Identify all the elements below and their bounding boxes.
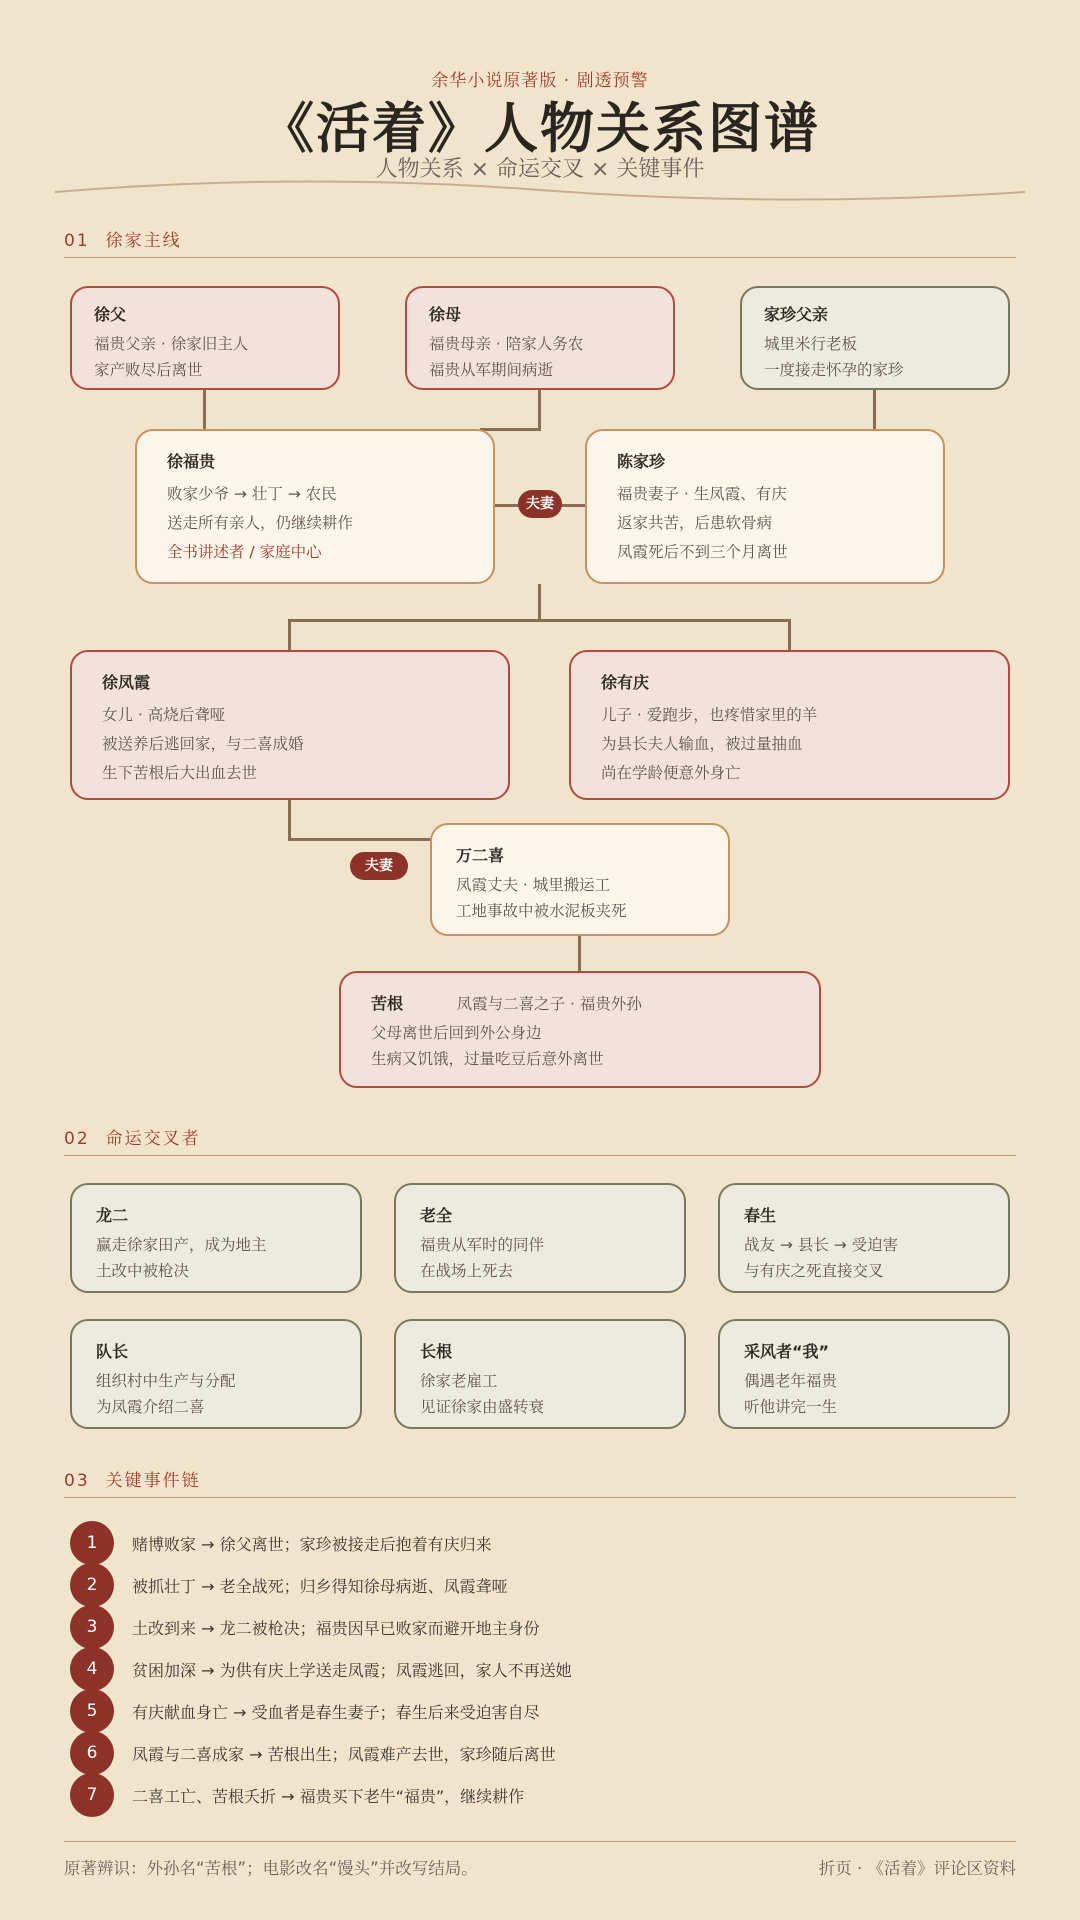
card-chunsheng: 春生 战友 → 县长 → 受迫害 与有庆之死直接交叉 — [718, 1183, 1010, 1293]
connector-line — [288, 619, 791, 622]
card-longer: 龙二 赢走徐家田产，成为地主 土改中被枪决 — [70, 1183, 362, 1293]
event-text: 土改到来 → 龙二被枪决；福贵因早已败家而避开地主身份 — [132, 1619, 540, 1638]
card-changgen: 长根 徐家老雇工 见证徐家由盛转衰 — [394, 1319, 686, 1429]
couple-badge: 夫妻 — [350, 852, 408, 880]
section-title-events: 03 关键事件链 — [64, 1471, 201, 1491]
section-title-crossers: 02 命运交叉者 — [64, 1129, 201, 1149]
connector-line — [578, 935, 581, 973]
connector-line — [788, 619, 791, 651]
card-erxi: 万二喜 凤霞丈夫 · 城里搬运工 工地事故中被水泥板夹死 — [430, 823, 730, 936]
card-laoquan: 老全 福贵从军时的同伴 在战场上死去 — [394, 1183, 686, 1293]
section-divider — [64, 1155, 1016, 1156]
event-number: 4 — [70, 1647, 114, 1691]
section-title-family: 01 徐家主线 — [64, 231, 182, 251]
section-divider — [64, 257, 1016, 258]
section-divider — [64, 1497, 1016, 1498]
connector-line — [538, 584, 541, 622]
footer-source: 折页 · 《活着》评论区资料 — [818, 1859, 1016, 1878]
card-duizhang: 队长 组织村中生产与分配 为凤霞介绍二喜 — [70, 1319, 362, 1429]
event-number: 7 — [70, 1773, 114, 1817]
event-text: 赌博败家 → 徐父离世；家珍被接走后抱着有庆归来 — [132, 1535, 492, 1554]
card-youqing: 徐有庆 儿子 · 爱跑步，也疼惜家里的羊 为县长夫人输血，被过量抽血 尚在学龄便意外身亡 — [569, 650, 1010, 800]
connector-line — [288, 799, 291, 841]
card-jiazhen: 陈家珍 福贵妻子 · 生凤霞、有庆 返家共苦，后患软骨病 凤霞死后不到三个月离世 — [585, 429, 945, 584]
event-number: 5 — [70, 1689, 114, 1733]
header-kicker: 余华小说原著版 · 剧透预警 — [431, 71, 649, 91]
event-text: 被抓壮丁 → 老全战死；归乡得知徐母病逝、凤霞聋哑 — [132, 1577, 508, 1596]
card-fugui: 徐福贵 败家少爷 → 壮丁 → 农民 送走所有亲人，仍继续耕作 全书讲述者 / 家庭中心 — [135, 429, 495, 584]
event-number: 2 — [70, 1563, 114, 1607]
connector-line — [288, 619, 291, 651]
connector-line — [538, 389, 541, 429]
footer-note: 原著辨识：外孙名“苦根”；电影改名“馒头”并改写结局。 — [64, 1859, 478, 1878]
kugen-tag: 凤霞与二喜之子 · 福贵外孙 — [456, 995, 642, 1013]
event-text: 贫困加深 → 为供有庆上学送走凤霞；凤霞逃回，家人不再送她 — [132, 1661, 572, 1680]
page-title: 《活着》人物关系图谱 — [260, 96, 820, 160]
connector-line — [873, 389, 876, 429]
card-narrator: 采风者“我” 偶遇老年福贵 听他讲完一生 — [718, 1319, 1010, 1429]
event-number: 3 — [70, 1605, 114, 1649]
event-text: 有庆献血身亡 → 受血者是春生妻子；春生后来受迫害自尽 — [132, 1703, 540, 1722]
event-text: 凤霞与二喜成家 → 苦根出生；凤霞难产去世，家珍随后离世 — [132, 1745, 556, 1764]
event-number: 1 — [70, 1521, 114, 1565]
couple-badge: 夫妻 — [518, 490, 562, 518]
event-text: 二喜工亡、苦根夭折 → 福贵买下老牛“福贵”，继续耕作 — [132, 1787, 525, 1806]
card-xu-mother: 徐母 福贵母亲 · 陪家人务农 福贵从军期间病逝 — [405, 286, 675, 390]
card-fengxia: 徐凤霞 女儿 · 高烧后聋哑 被送养后逃回家，与二喜成婚 生下苦根后大出血去世 — [70, 650, 510, 800]
connector-line — [203, 389, 206, 429]
kugen-name: 苦根 — [371, 994, 404, 1013]
card-jiazhen-father: 家珍父亲 城里米行老板 一度接走怀孕的家珍 — [740, 286, 1010, 390]
event-number: 6 — [70, 1731, 114, 1775]
connector-line — [288, 838, 431, 841]
footer-divider — [64, 1841, 1016, 1842]
card-xu-father: 徐父 福贵父亲 · 徐家旧主人 家产败尽后离世 — [70, 286, 340, 390]
page-subtitle: 人物关系 × 命运交叉 × 关键事件 — [375, 157, 705, 182]
header-wave-divider — [0, 178, 1080, 202]
connector-line — [480, 428, 541, 431]
card-kugen: 苦根 凤霞与二喜之子 · 福贵外孙 父母离世后回到外公身边 生病又饥饿，过量吃豆后意外离世 — [339, 971, 821, 1088]
